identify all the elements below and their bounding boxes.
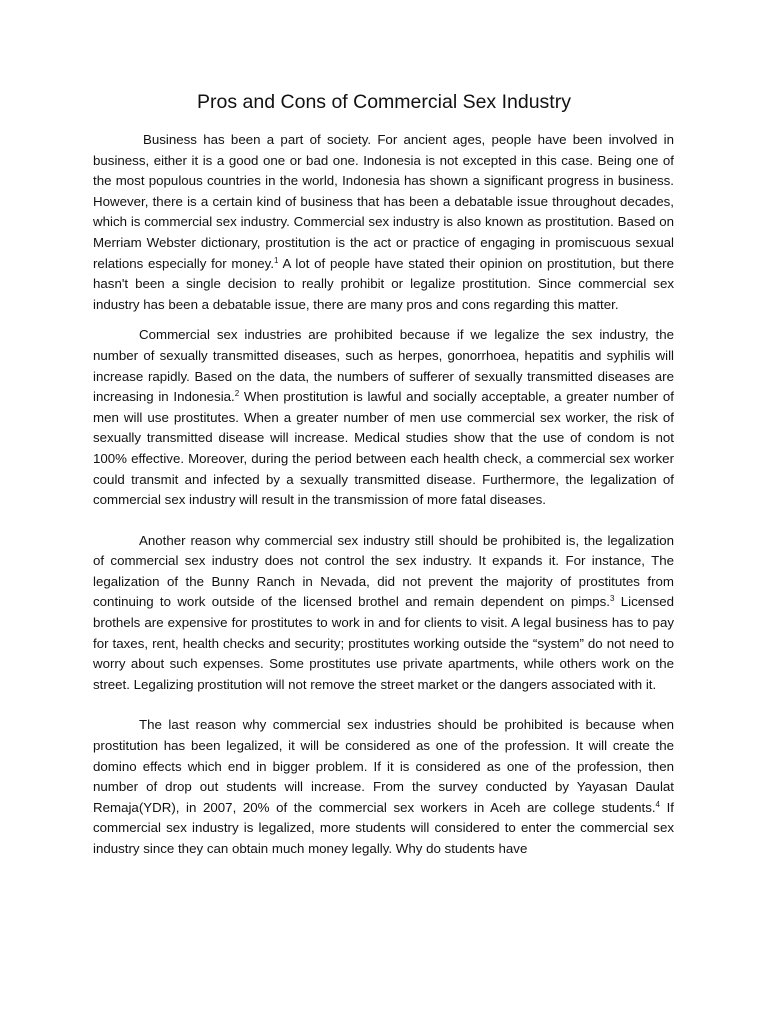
paragraph-3-text-b: Licensed brothels are expensive for prostitutes to work in and for clients to visit. A legal business has to pay for taxes, rent, health checks and security; prostitutes working outside the “system” do not need to worry about such expenses. Some prostitutes use private apartments, while others work on the street. Legalizing prostitution will not remove the street market or the dangers associated with it. [93,594,675,692]
paragraph-3 [93,531,674,696]
paragraph-4 [93,715,674,859]
paragraph-3-text-a: Another reason why commercial sex industry still should be prohibited is, the legalization of commercial sex industry does not control the sex industry. It expands it. For instance, The legalization of the Bunny Ranch in Nevada, did not prevent the majority of prostitutes from continuing to work outside of the licensed brothel and remain dependent on pimps. [93,532,674,610]
footnote-ref-1: 1 [274,255,279,265]
paragraph-1-text-a: Business has been a part of society. For ancient ages, people have been involved in business, either it is a good one or bad one. Indonesia is not excepted in this case. Being one of the most populous countries in the world, Indonesia has shown a significant progress in business. However, there is a certain kind of business that has been a debatable issue throughout decades, which is commercial sex industry. Commercial sex industry is also known as prostitution. Based on Merriam Webster dictionary, prostitution is the act or practice of engaging in promiscuous sexual relations especially for money. [93,132,674,271]
paragraph-2 [93,325,674,510]
paragraph-4-text-b: If commercial sex industry is legalized, more students will considered to enter the commercial sex industry since they can obtain much money legally. Why do students have [93,799,674,856]
document-title: Pros and Cons of Commercial Sex Industry [197,91,571,113]
paragraph-1 [93,130,674,315]
footnote-ref-2: 2 [234,389,240,399]
paragraph-2-text-b: When prostitution is lawful and socially acceptable, a greater number of men will use prostitutes. When a greater number of men use commercial sex worker, the risk of sexually transmitted disease will increase. Medical studies show that the use of condom is not 100% effective. Moreover, during the period between each health check, a commercial sex worker could transmit and infected by a sexually transmitted disease. Furthermore, the legalization of commercial sex industry will result in the transmission of more fatal diseases. [93,389,674,508]
document-body [93,130,674,860]
paragraph-1-text-b: A lot of people have stated their opinion on prostitution, but there hasn't been a single decision to really prohibit or legalize prostitution. Since commercial sex industry has been a debatable issue, there are many pros and cons regarding this matter. [93,255,674,312]
paragraph-spacer [93,315,674,325]
paragraph-spacer [93,695,674,715]
paragraph-spacer [93,511,674,531]
paragraph-2-text-a: Commercial sex industries are prohibited because if we legalize the sex industry, the number of sexually transmitted diseases, such as herpes, gonorrhoea, hepatitis and syphilis will increase rapidly. Based on the data, the numbers of sufferer of sexually transmitted diseases are increasing in Indonesia. [93,327,674,405]
footnote-ref-4: 4 [655,799,660,809]
paragraph-4-text-a: The last reason why commercial sex industries should be prohibited is because when prostitution has been legalized, it will be considered as one of the profession. It will create the domino effects which end in bigger problem. If it is considered as one of the profession, then number of drop out students will increase. From the survey conducted by Yayasan Daulat Remaja(YDR), in 2007, 20% of the commercial sex workers in Aceh are college students. [93,717,674,815]
footnote-ref-3: 3 [610,594,615,604]
